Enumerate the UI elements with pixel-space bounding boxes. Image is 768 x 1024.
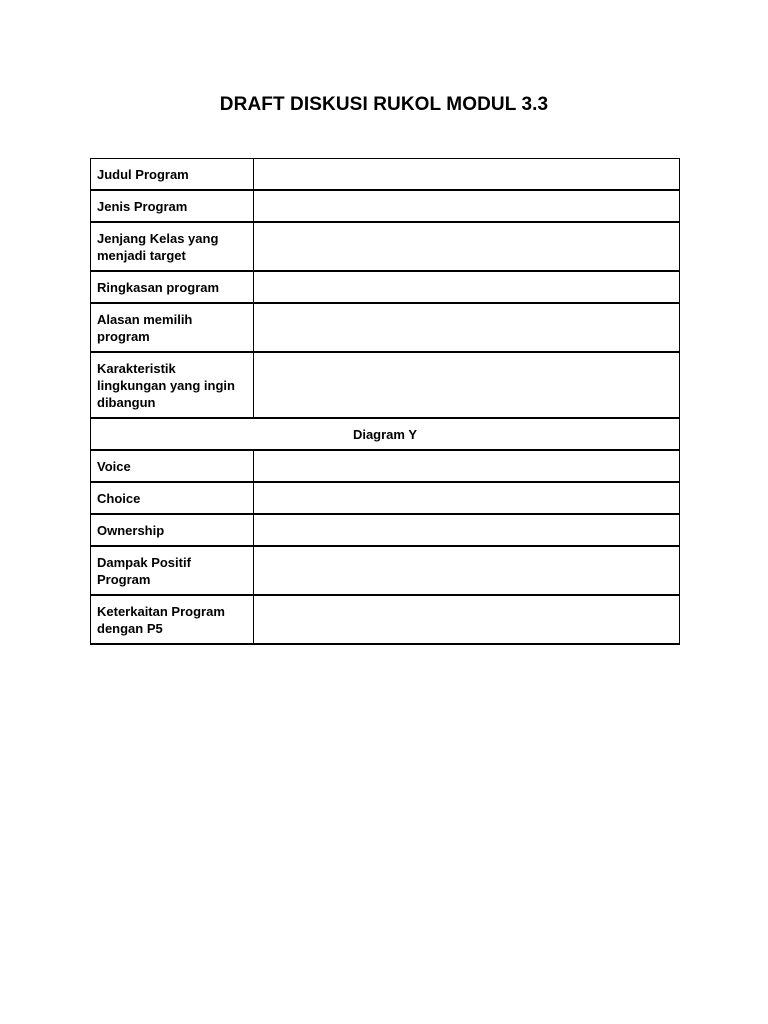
- table-row: [91, 595, 680, 644]
- row-value-jenjang-kelas[interactable]: [254, 222, 680, 271]
- row-value-voice[interactable]: [254, 450, 680, 482]
- table-row: [91, 271, 680, 303]
- row-value-choice[interactable]: [254, 482, 680, 514]
- row-label-dampak-positif: Dampak Positif Program: [91, 546, 254, 595]
- table-row: [91, 450, 680, 482]
- row-value-ringkasan-program[interactable]: [254, 271, 680, 303]
- program-form-table: [90, 158, 680, 645]
- row-label-judul-program: Judul Program: [91, 159, 254, 191]
- row-label-ownership: Ownership: [91, 514, 254, 546]
- row-value-alasan-memilih[interactable]: [254, 303, 680, 352]
- row-value-keterkaitan[interactable]: [254, 595, 680, 644]
- row-label-voice: Voice: [91, 450, 254, 482]
- row-value-karakteristik[interactable]: [254, 352, 680, 418]
- table-row: [91, 514, 680, 546]
- section-header-row: [91, 418, 680, 450]
- table-row: [91, 159, 680, 191]
- row-label-karakteristik: Karakteristik lingkungan yang ingin dibangun: [91, 352, 254, 418]
- row-value-judul-program[interactable]: [254, 159, 680, 191]
- table-row: [91, 222, 680, 271]
- table-row: [91, 546, 680, 595]
- row-value-ownership[interactable]: [254, 514, 680, 546]
- section-header-diagram-y: Diagram Y: [91, 418, 680, 450]
- table-row: [91, 352, 680, 418]
- table-row: [91, 482, 680, 514]
- row-value-dampak-positif[interactable]: [254, 546, 680, 595]
- table-row: [91, 303, 680, 352]
- table-row: [91, 190, 680, 222]
- row-label-jenjang-kelas: Jenjang Kelas yang menjadi target: [91, 222, 254, 271]
- page-title: DRAFT DISKUSI RUKOL MODUL 3.3: [219, 94, 549, 115]
- row-label-ringkasan-program: Ringkasan program: [91, 271, 254, 303]
- row-label-choice: Choice: [91, 482, 254, 514]
- row-label-jenis-program: Jenis Program: [91, 190, 254, 222]
- row-value-jenis-program[interactable]: [254, 190, 680, 222]
- row-label-alasan-memilih: Alasan memilih program: [91, 303, 254, 352]
- row-label-keterkaitan: Keterkaitan Program dengan P5: [91, 595, 254, 644]
